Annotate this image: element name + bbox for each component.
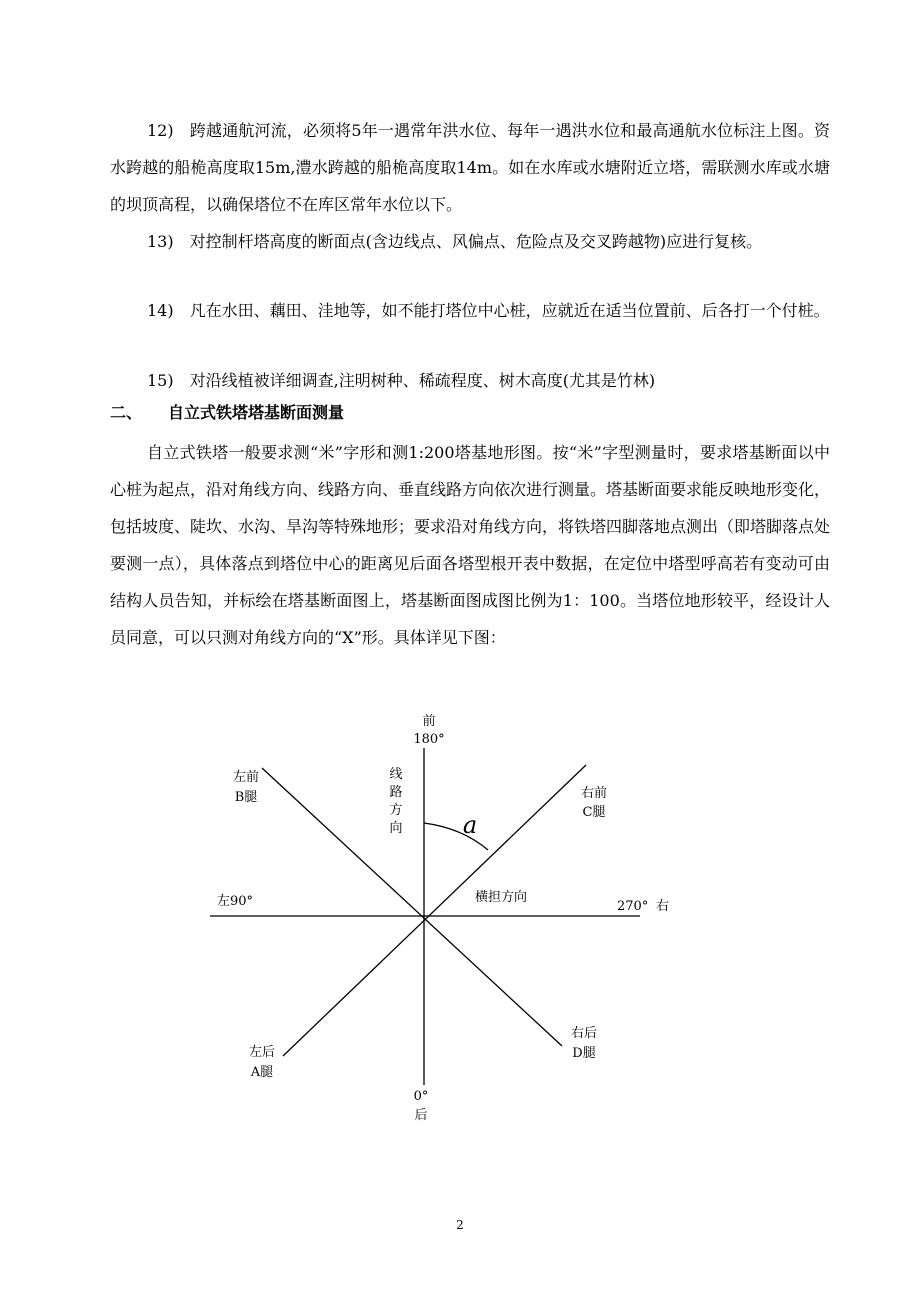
label-0: 0°	[413, 1089, 429, 1104]
paragraph-13: 13) 对控制杆塔高度的断面点(含边线点、风偏点、危险点及交叉跨越物)应进行复核。	[147, 232, 763, 251]
label-transverse: 横担方向	[474, 890, 528, 905]
paragraph-14: 14) 凡在水田、藕田、洼地等，如不能打塔位中心桩，应就近在适当位置前、后各打一个付桩。	[147, 301, 830, 320]
diagonal-a-c	[283, 765, 586, 1056]
label-line-dir-2: 路	[389, 785, 403, 800]
label-180: 180°	[413, 732, 445, 747]
label-left-front: 左前	[232, 770, 260, 785]
label-left-90: 左90°	[217, 894, 254, 909]
paragraph-15: 15) 对沿线植被详细调查,注明树种、稀疏程度、树木高度(尤其是竹林)	[147, 371, 656, 390]
label-left-back: 左后	[248, 1045, 276, 1060]
label-back: 后	[414, 1108, 428, 1123]
label-front: 前	[422, 714, 436, 729]
label-line-dir-3: 方	[389, 803, 403, 818]
label-c-leg: C腿	[582, 805, 606, 820]
label-right-back: 右后	[570, 1026, 598, 1041]
body-paragraph: 自立式铁塔一般要求测“米”字形和测1:200塔基地形图。按“米”字型测量时，要求塔基断面以中心桩为起点，沿对角线方向、线路方向、垂直线路方向依次进行测量。塔基断面要求能反映地形变化，包括坡度、陡坎、水沟、旱沟等特殊地形；要求沿对角线方向，将铁塔四脚落地点测出（即塔脚落点处要测一点），具体落点到塔位中心的距离见后面各塔型根开表中数据，在定位中塔型呼高若有变动可由结构人员告知，并标绘在塔基断面图上，塔基断面图成图比例为1：100。当塔位地形较平，经设计人员同意，可以只测对角线方向的“X”形。具体详见下图：	[110, 443, 831, 647]
label-angle-a: a	[462, 811, 478, 839]
label-right-front: 右前	[580, 786, 608, 801]
section-number: 二、	[110, 403, 143, 422]
paragraph-12: 12) 跨越通航河流，必须将5年一遇常年洪水位、每年一遇洪水位和最高通航水位标注上图。资水跨越的船桅高度取15m,澧水跨越的船桅高度取14m。如在水库或水塘附近立塔，需联测水库或水塘的坝顶高程，以确保塔位不在库区常年水位以下。	[110, 121, 830, 214]
page-number: 2	[456, 1218, 464, 1232]
section-title: 自立式铁塔塔基断面测量	[168, 403, 345, 422]
label-a-leg: A腿	[250, 1065, 274, 1080]
label-b-leg: B腿	[234, 790, 258, 805]
diagonal-b-d	[262, 768, 562, 1046]
label-d-leg: D腿	[572, 1046, 596, 1061]
angle-arc	[424, 823, 488, 850]
label-270: 270°	[617, 899, 649, 914]
label-line-dir-4: 向	[389, 821, 403, 836]
label-line-dir-1: 线	[389, 767, 403, 782]
label-right: 右	[656, 899, 670, 914]
section-heading	[110, 394, 344, 431]
